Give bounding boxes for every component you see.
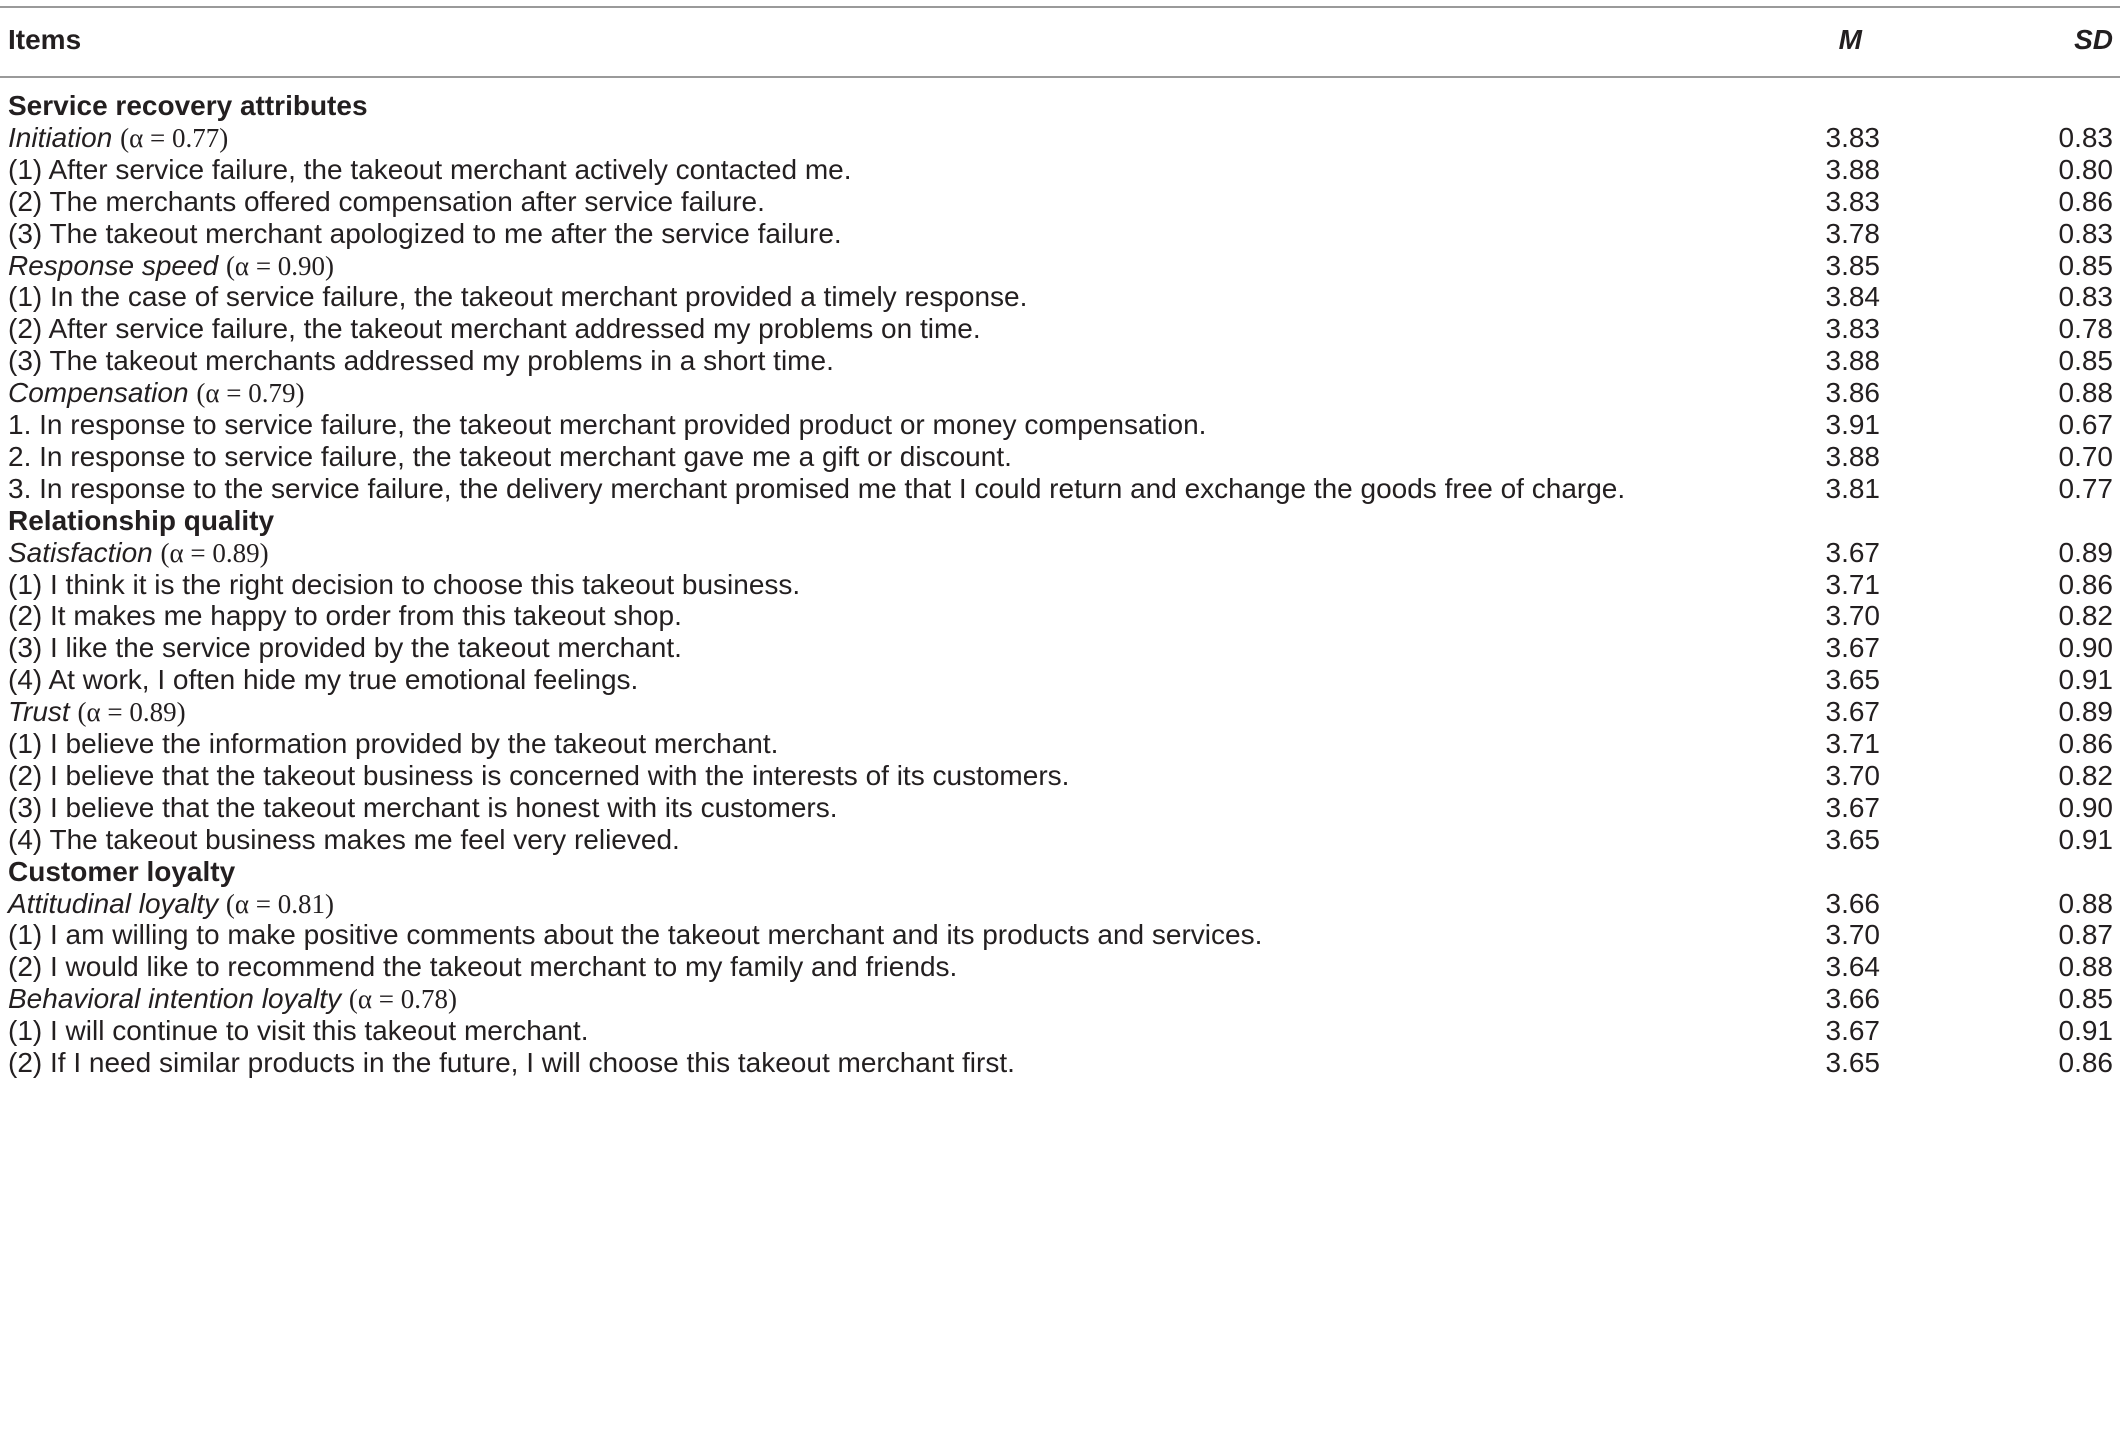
sd-value: 0.86: [2058, 568, 2113, 600]
sd-value: 0.91: [2058, 664, 2113, 696]
mean-value: 3.88: [1825, 440, 1880, 472]
item-text: (1) I am willing to make positive comments about the takeout merchant and its products and services.: [8, 919, 1263, 951]
mean-value: 3.67: [1825, 536, 1880, 568]
sd-value: 0.91: [2058, 823, 2113, 855]
mean-value: 3.65: [1825, 1047, 1880, 1078]
scale-alpha: (α = 0.77): [120, 122, 229, 153]
sd-value: 0.88: [2058, 377, 2113, 409]
mean-value: 3.64: [1825, 951, 1880, 983]
mean-value: 3.70: [1825, 759, 1880, 791]
sd-value: 0.86: [2058, 185, 2113, 217]
scale-alpha: (α = 0.81): [225, 888, 334, 919]
item-text: (4) The takeout business makes me feel very relieved.: [8, 823, 680, 855]
header-mean: M: [1838, 24, 1862, 55]
sd-value: 0.77: [2058, 472, 2113, 504]
sd-value: 0.83: [2058, 217, 2113, 249]
item-text: (3) The takeout merchant apologized to me after the service failure.: [8, 217, 842, 249]
sd-value: 0.83: [2058, 121, 2113, 153]
item-text: (1) After service failure, the takeout merchant actively contacted me.: [8, 153, 852, 185]
mean-value: 3.83: [1825, 185, 1880, 217]
sd-value: 0.85: [2058, 249, 2113, 281]
mean-value: 3.67: [1825, 1015, 1880, 1047]
mean-value: 3.88: [1825, 345, 1880, 377]
sd-value: 0.86: [2058, 1047, 2113, 1078]
sd-value: 0.91: [2058, 1015, 2113, 1047]
mean-value: 3.65: [1825, 823, 1880, 855]
sd-value: 0.86: [2058, 728, 2113, 759]
item-text: (2) It makes me happy to order from this takeout shop.: [8, 600, 682, 632]
scale-name: Response speed: [8, 249, 219, 281]
mean-value: 3.84: [1825, 281, 1880, 313]
mean-value: 3.83: [1825, 121, 1880, 153]
item-text: (3) I like the service provided by the takeout merchant.: [8, 632, 682, 664]
item-text: 3. In response to the service failure, the delivery merchant promised me that I could return and exchange the goods free of charge.: [8, 472, 1626, 504]
sd-value: 0.82: [2058, 759, 2113, 791]
sd-value: 0.82: [2058, 600, 2113, 632]
sd-value: 0.89: [2058, 696, 2113, 728]
item-text: (2) I would like to recommend the takeout merchant to my family and friends.: [8, 951, 958, 983]
scale-alpha: (α = 0.89): [160, 537, 269, 568]
mean-value: 3.85: [1825, 249, 1880, 281]
mean-value: 3.86: [1825, 377, 1880, 409]
scale-name: Attitudinal loyalty: [8, 887, 219, 919]
mean-value: 3.71: [1825, 568, 1880, 600]
scale-alpha: (α = 0.78): [348, 984, 457, 1015]
table-top-rule: [0, 6, 2120, 8]
table-header-row: [0, 18, 2120, 62]
scale-name: Trust: [8, 696, 70, 728]
mean-value: 3.66: [1825, 887, 1880, 919]
scale-name: Compensation: [8, 377, 189, 409]
sd-value: 0.70: [2058, 440, 2113, 472]
scale-alpha: (α = 0.79): [196, 378, 305, 409]
mean-value: 3.67: [1825, 632, 1880, 664]
item-text: (2) The merchants offered compensation after service failure.: [8, 185, 765, 217]
sd-value: 0.90: [2058, 791, 2113, 823]
item-text: (1) I believe the information provided by the takeout merchant.: [8, 728, 779, 759]
mean-value: 3.67: [1825, 696, 1880, 728]
sd-value: 0.88: [2058, 951, 2113, 983]
sd-value: 0.89: [2058, 536, 2113, 568]
sd-value: 0.67: [2058, 409, 2113, 440]
item-text: 2. In response to service failure, the takeout merchant gave me a gift or discount.: [8, 440, 1012, 472]
item-text: (1) I will continue to visit this takeout merchant.: [8, 1015, 589, 1047]
table-header-rule: [0, 76, 2120, 78]
scale-name: Satisfaction: [8, 536, 153, 568]
item-text: (3) The takeout merchants addressed my problems in a short time.: [8, 345, 834, 377]
item-text: (2) After service failure, the takeout merchant addressed my problems on time.: [8, 313, 981, 345]
section-title: Relationship quality: [8, 504, 275, 536]
mean-value: 3.67: [1825, 791, 1880, 823]
item-text: 1. In response to service failure, the takeout merchant provided product or money compensation.: [8, 409, 1207, 440]
mean-value: 3.70: [1825, 600, 1880, 632]
sd-value: 0.87: [2058, 919, 2113, 951]
scale-alpha: (α = 0.89): [77, 697, 186, 728]
mean-value: 3.91: [1825, 409, 1880, 440]
mean-value: 3.81: [1825, 472, 1880, 504]
sd-value: 0.88: [2058, 887, 2113, 919]
mean-value: 3.70: [1825, 919, 1880, 951]
mean-value: 3.78: [1825, 217, 1880, 249]
sd-value: 0.85: [2058, 983, 2113, 1015]
item-text: (2) If I need similar products in the future, I will choose this takeout merchant first.: [8, 1047, 1015, 1078]
item-row: [0, 1041, 2120, 1084]
scale-name: Behavioral intention loyalty: [8, 983, 342, 1015]
mean-value: 3.88: [1825, 153, 1880, 185]
section-title: Service recovery attributes: [8, 90, 368, 121]
sd-value: 0.83: [2058, 281, 2113, 313]
header-sd: SD: [2074, 24, 2113, 55]
scale-name: Initiation: [8, 121, 113, 153]
mean-value: 3.65: [1825, 664, 1880, 696]
mean-value: 3.83: [1825, 313, 1880, 345]
item-text: (2) I believe that the takeout business is concerned with the interests of its customers.: [8, 759, 1070, 791]
sd-value: 0.78: [2058, 313, 2113, 345]
item-text: (1) In the case of service failure, the takeout merchant provided a timely response.: [8, 281, 1028, 313]
item-text: (3) I believe that the takeout merchant is honest with its customers.: [8, 791, 838, 823]
mean-value: 3.71: [1825, 728, 1880, 759]
mean-value: 3.66: [1825, 983, 1880, 1015]
section-title: Customer loyalty: [8, 855, 236, 887]
sd-value: 0.85: [2058, 345, 2113, 377]
item-text: (4) At work, I often hide my true emotional feelings.: [8, 664, 639, 696]
sd-value: 0.90: [2058, 632, 2113, 664]
sd-value: 0.80: [2058, 153, 2113, 185]
header-items: Items: [8, 24, 82, 55]
scale-alpha: (α = 0.90): [225, 250, 335, 281]
item-text: (1) I think it is the right decision to choose this takeout business.: [8, 568, 801, 600]
